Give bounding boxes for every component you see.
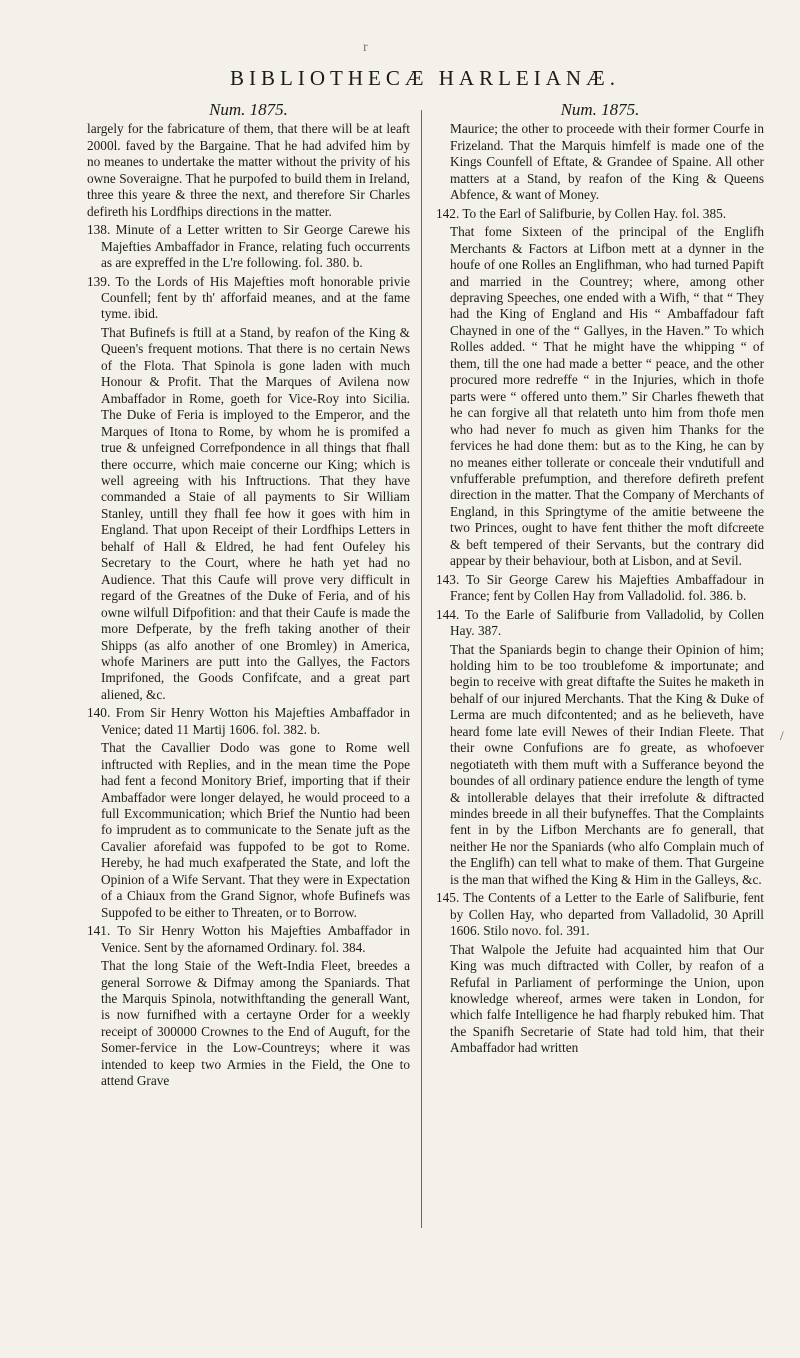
left-paragraph: 138. Minute of a Letter written to Sir George Carewe his Majefties Ambaffador in France, relating fuch occurrents as are expreffed in the L're following. fol. 380. b. — [87, 222, 410, 271]
right-paragraph: That fome Sixteen of the principal of the Englifh Merchants & Factors at Lifbon mett at a dynner in the houfe of one Rolles an Englifhman, who had turned Papift and married in the Countrey; where, among other depraving Speeches, one ended with a Wifh, “ that “ They had the King of England and His “ Ambaffadour faft Chayned in one of the “ Gallyes, in the Haven.” To which Rolles added. “ That he might have the whipping “ of them, till the one had made a better “ peace, and the other procured more redreffe “ in the Injuries, which in thofe parts were “ offered unto them.” Sir Charles fheweth that he can forgive all that relateth unto him from thofe men who had never fo much as given him Thanks for the fervices he had done them: but as to the King, he can by no meanes either tollerate or conceale their vndutifull and vnfufferable prefumption, and therefore defireth prefent direction in the matter. That the Company of Merchants of England, in this Springtyme of the amitie betweene the two Princes, ought to have fent thither the moft difcreete & beft tempered of their Servants, but the contrary did appear by their behaviour, both at Lisbon, and at Sevil. — [450, 224, 764, 569]
left-column-number: Num. 1875. — [209, 100, 288, 119]
right-paragraph: 142. To the Earl of Salifburie, by Collen Hay. fol. 385. — [436, 205, 727, 221]
left-paragraph: That the Cavallier Dodo was gone to Rome well inftructed with Replies, and in the mean time the Pope had fent a fecond Monitory Brief, importing that if their Ambaffador were longer delayed, he would proceed to a full Excommunication; which Brief the Nuntio had been fo imprudent as to communicate to the Senate juft as the Cavalier aforefaid was fuppofed to be got to Rome. Hereby, he had much exafperated the State, and loft the Opinion of a Wife Servant. That they were in Expectation of a Chiaux from the Grand Signor, whofe Bufinefs was Suppofed to be either to Threaten, or to Borrow. — [101, 740, 410, 920]
left-paragraph: largely for the fabricature of them, that there will be at leaft 2000l. faved by the Bargaine. That he had advifed him by no meanes to undertake the matter without the privity of his owne Soveraigne. That he purpofed to build them in Ireland, three this yeare & three the next, and therefore Sir Charles defireth his Lordfhips directions in the matter. — [87, 121, 410, 219]
left-paragraph: 139. To the Lords of His Majefties moft honorable privie Counfell; fent by th' afforfaid meanes, and at the fame tyme. ibid. — [87, 273, 410, 322]
right-paragraph: 143. To Sir George Carew his Majefties Ambaffadour in France; fent by Collen Hay from Valladolid. fol. 386. b. — [436, 571, 764, 604]
right-paragraph: 144. To the Earle of Salifburie from Valladolid, by Collen Hay. 387. — [436, 606, 764, 639]
left-paragraph: 140. From Sir Henry Wotton his Majefties Ambaffador in Venice; dated 11 Martij 1606. fol. 382. b. — [87, 705, 410, 737]
right-column-number: Num. 1875. — [560, 100, 640, 119]
right-column — [436, 102, 764, 1059]
left-column — [87, 102, 410, 1092]
right-paragraph: 145. The Contents of a Letter to the Earle of Salifburie, fent by Collen Hay, who departed from Valladolid, 30 Aprill 1606. Stilo novo. fol. 391. — [436, 890, 764, 939]
margin-mark: / — [780, 728, 784, 743]
left-paragraph: 141. To Sir Henry Wotton his Majefties Ambaffador in Venice. Sent by the afornamed Ordinary. fol. 384. — [87, 923, 410, 955]
left-paragraph: That the long Staie of the Weft-India Fleet, breedes a general Sorrowe & Difmay among the Spaniards. That the Marquis Spinola, notwithftanding the generall Want, is now furnifhed with a certayne Order for a weekly receipt of 300000 Crownes to the End of Auguft, for the Somer-fervice in the Low-Countreys; where it was intended to keep two Armies in the Field, the One to attend Grave — [101, 958, 410, 1089]
right-paragraph: That Walpole the Jefuite had acquainted him that Our King was much diftracted with Coller, by reafon of a Refufal in Parliament of performinge the Union, upon knowledge whereof, armes were taken in London, for which falfe Intelligence he had fharply rebuked him. That the Spanifh Secretarie of State had told him, that their Ambaffador had written — [450, 941, 764, 1056]
right-paragraph: Maurice; the other to proceede with their former Courfe in Frizeland. That the Marquis himfelf is made one of the Kings Counfell of Eftate, & Grandee of Spaine. All other matters at a Stand, by reafon of the King & Queens Abfence, & want of Money. — [450, 121, 764, 203]
left-paragraph: That Bufinefs is ftill at a Stand, by reafon of the King & Queen's frequent motions. That there is no certain News of the Flota. That Spinola is gone laden with much Honour & Profit. That the Marques of Avilena now Ambaffador in Rome, goeth for Vice-Roy into Sicilia. The Duke of Feria is imployed to the Emperor, and the Marques of Itona to Rome, by whom he is promifed a true & unfeigned Correfpondence in all things that fhall there occurre, which maie concerne our King; which is well agreeing with his Inftructions. That they have commanded a Staie of all payments to Sir William Stanley, untill they fhall fee how it goes with him in England. That upon Receipt of their Lordfhips Letters in behalf of Hall & Eldred, he had fent Oufeley his Secretary to the Court, where he hath yet had no Audience. That this Caufe will prove very difficult in regard of the Greatnes of the Duke of Feria, and of his owne wilfull Difpofition: and that their Caufe is made the more Defperate, by the frefh taking another of their Shipps (as alfo another of one Bromley) in America, whofe Mariners are putt into the Gallyes, the Factors Imprifoned, the Goods Confifcate, and a great part aliened, &c. — [101, 324, 410, 702]
right-paragraph: That the Spaniards begin to change their Opinion of him; holding him to be too troublefome & importunate; and begin to receive with great diftafte the Suites he maketh in behalf of our injured Merchants. That the King & Duke of Lerma are much difcontented; and as he believeth, have heard fome late evill Newes of their Indian Fleete. That their owne Confufions are fo greate, as whofoever negotiateth with them muft with a Sufferance beyond the boundes of all ordinary patience endure the length of tyme & intollerable delayes that their irrefolute & diftracted mindes breede in all their bufyneffes. That the Complaints fent in by the Lifbon Merchants are fo generall, that neither He nor the Spaniards (who alfo Complain much of the Englifh) can tell what to make of them. That Gurgeine is the man that wifhed the King & Him in the Galleys, &c. — [450, 641, 764, 887]
stray-mark: r — [363, 40, 368, 55]
column-divider — [421, 110, 422, 1228]
running-head: BIBLIOTHECÆ HARLEIANÆ. — [230, 66, 620, 90]
